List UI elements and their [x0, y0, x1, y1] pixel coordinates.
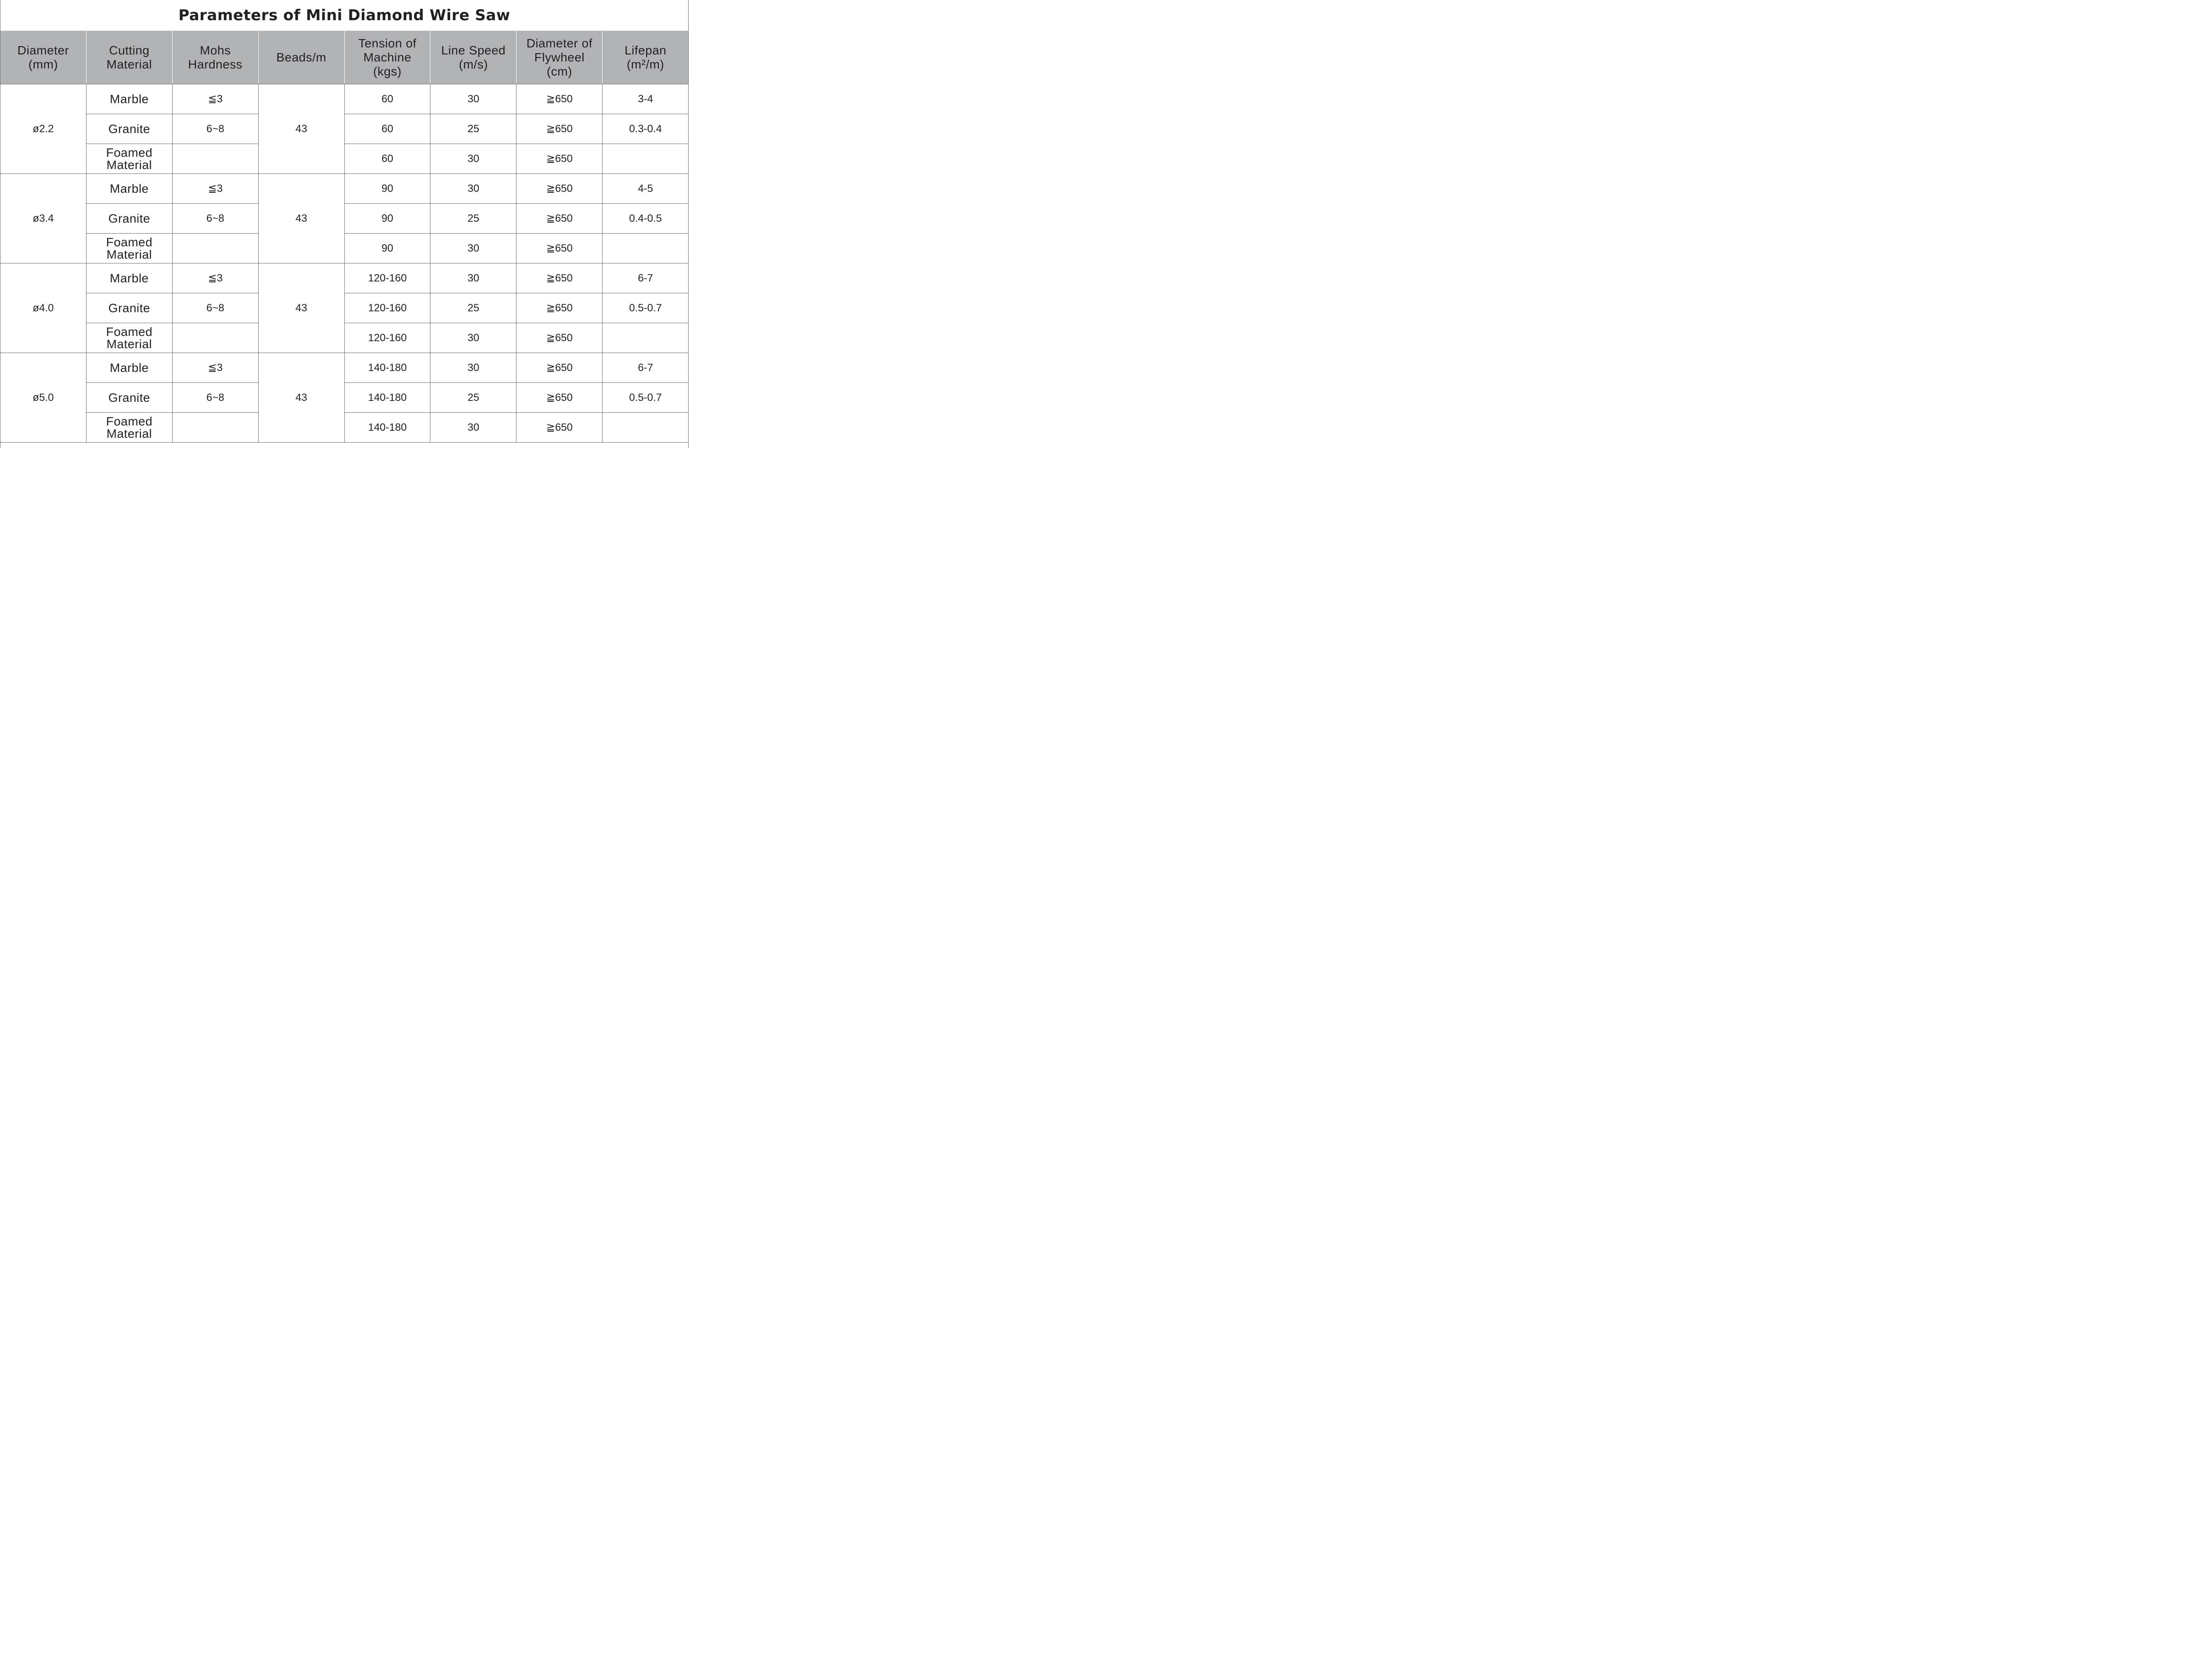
header-lifespan: Lifepan (m²/m): [603, 31, 689, 84]
material-cell: Marble: [86, 353, 172, 383]
hardness-cell: [172, 413, 258, 443]
header-mohs-hardness: Mohs Hardness: [172, 31, 258, 84]
header-flywheel-diameter: Diameter of Flywheel (cm): [516, 31, 603, 84]
material-cell: Marble: [86, 84, 172, 114]
header-line-speed: Line Speed (m/s): [430, 31, 516, 84]
table-row: [0, 144, 689, 174]
lifespan-cell: 6-7: [603, 353, 689, 383]
flywheel-cell: ≧650: [516, 114, 603, 144]
material-cell: Granite: [86, 114, 172, 144]
hardness-cell: [172, 234, 258, 263]
table-row: [0, 323, 689, 353]
tension-cell: 90: [344, 234, 430, 263]
speed-cell: 25: [430, 114, 516, 144]
lifespan-cell: [603, 234, 689, 263]
tension-cell: 120-160: [344, 263, 430, 293]
hardness-cell: 6~8: [172, 204, 258, 234]
flywheel-cell: ≧650: [516, 174, 603, 204]
header-cutting-material: Cutting Material: [86, 31, 172, 84]
lifespan-cell: 3-4: [603, 84, 689, 114]
hardness-cell: 6~8: [172, 383, 258, 413]
table-row: [0, 204, 689, 234]
material-cell: Marble: [86, 174, 172, 204]
tension-cell: 90: [344, 174, 430, 204]
diameter-cell: ø4.0: [0, 263, 87, 353]
hardness-cell: [172, 144, 258, 174]
table-title: Parameters of Mini Diamond Wire Saw: [178, 7, 510, 24]
table-row: [0, 84, 689, 114]
flywheel-cell: ≧650: [516, 263, 603, 293]
lifespan-cell: [603, 413, 689, 443]
table-row: [0, 353, 689, 383]
lifespan-cell: 0.5-0.7: [603, 383, 689, 413]
table-row: [0, 174, 689, 204]
speed-cell: 30: [430, 84, 516, 114]
table-body: [0, 84, 689, 443]
tension-cell: 60: [344, 114, 430, 144]
table-row: [0, 263, 689, 293]
tension-cell: 90: [344, 204, 430, 234]
tension-cell: 140-180: [344, 353, 430, 383]
tension-cell: 140-180: [344, 383, 430, 413]
material-cell: Foamed Material: [86, 323, 172, 353]
hardness-cell: 6~8: [172, 293, 258, 323]
speed-cell: 30: [430, 234, 516, 263]
material-cell: Foamed Material: [86, 144, 172, 174]
speed-cell: 25: [430, 293, 516, 323]
material-cell: Granite: [86, 293, 172, 323]
beads-cell: 43: [258, 353, 344, 443]
speed-cell: 30: [430, 413, 516, 443]
hardness-cell: [172, 323, 258, 353]
table-row: [0, 413, 689, 443]
hardness-cell: ≦3: [172, 174, 258, 204]
flywheel-cell: ≧650: [516, 204, 603, 234]
hardness-cell: ≦3: [172, 263, 258, 293]
page: [0, 0, 689, 448]
tension-cell: 140-180: [344, 413, 430, 443]
lifespan-cell: 0.3-0.4: [603, 114, 689, 144]
speed-cell: 30: [430, 263, 516, 293]
speed-cell: 30: [430, 323, 516, 353]
flywheel-cell: ≧650: [516, 84, 603, 114]
lifespan-cell: 0.4-0.5: [603, 204, 689, 234]
flywheel-cell: ≧650: [516, 234, 603, 263]
table-row: [0, 114, 689, 144]
hardness-cell: ≦3: [172, 353, 258, 383]
speed-cell: 30: [430, 353, 516, 383]
table-row: [0, 383, 689, 413]
header-diameter: Diameter (mm): [0, 31, 87, 84]
speed-cell: 30: [430, 144, 516, 174]
flywheel-cell: ≧650: [516, 413, 603, 443]
parameters-table: [0, 31, 689, 443]
header-beads-per-meter: Beads/m: [258, 31, 344, 84]
table-header: [0, 31, 689, 84]
speed-cell: 25: [430, 383, 516, 413]
flywheel-cell: ≧650: [516, 144, 603, 174]
lifespan-cell: [603, 323, 689, 353]
material-cell: Foamed Material: [86, 413, 172, 443]
hardness-cell: 6~8: [172, 114, 258, 144]
material-cell: Marble: [86, 263, 172, 293]
header-row: [0, 31, 689, 84]
beads-cell: 43: [258, 263, 344, 353]
tension-cell: 120-160: [344, 293, 430, 323]
tension-cell: 60: [344, 84, 430, 114]
lifespan-cell: 6-7: [603, 263, 689, 293]
material-cell: Granite: [86, 204, 172, 234]
diameter-cell: ø5.0: [0, 353, 87, 443]
table-row: [0, 234, 689, 263]
hardness-cell: ≦3: [172, 84, 258, 114]
header-tension: Tension of Machine (kgs): [344, 31, 430, 84]
flywheel-cell: ≧650: [516, 323, 603, 353]
flywheel-cell: ≧650: [516, 383, 603, 413]
table-row: [0, 293, 689, 323]
flywheel-cell: ≧650: [516, 353, 603, 383]
speed-cell: 25: [430, 204, 516, 234]
material-cell: Foamed Material: [86, 234, 172, 263]
diameter-cell: ø3.4: [0, 174, 87, 263]
speed-cell: 30: [430, 174, 516, 204]
flywheel-cell: ≧650: [516, 293, 603, 323]
material-cell: Granite: [86, 383, 172, 413]
tension-cell: 120-160: [344, 323, 430, 353]
lifespan-cell: 0.5-0.7: [603, 293, 689, 323]
beads-cell: 43: [258, 174, 344, 263]
lifespan-cell: [603, 144, 689, 174]
lifespan-cell: 4-5: [603, 174, 689, 204]
beads-cell: 43: [258, 84, 344, 174]
tension-cell: 60: [344, 144, 430, 174]
diameter-cell: ø2.2: [0, 84, 87, 174]
